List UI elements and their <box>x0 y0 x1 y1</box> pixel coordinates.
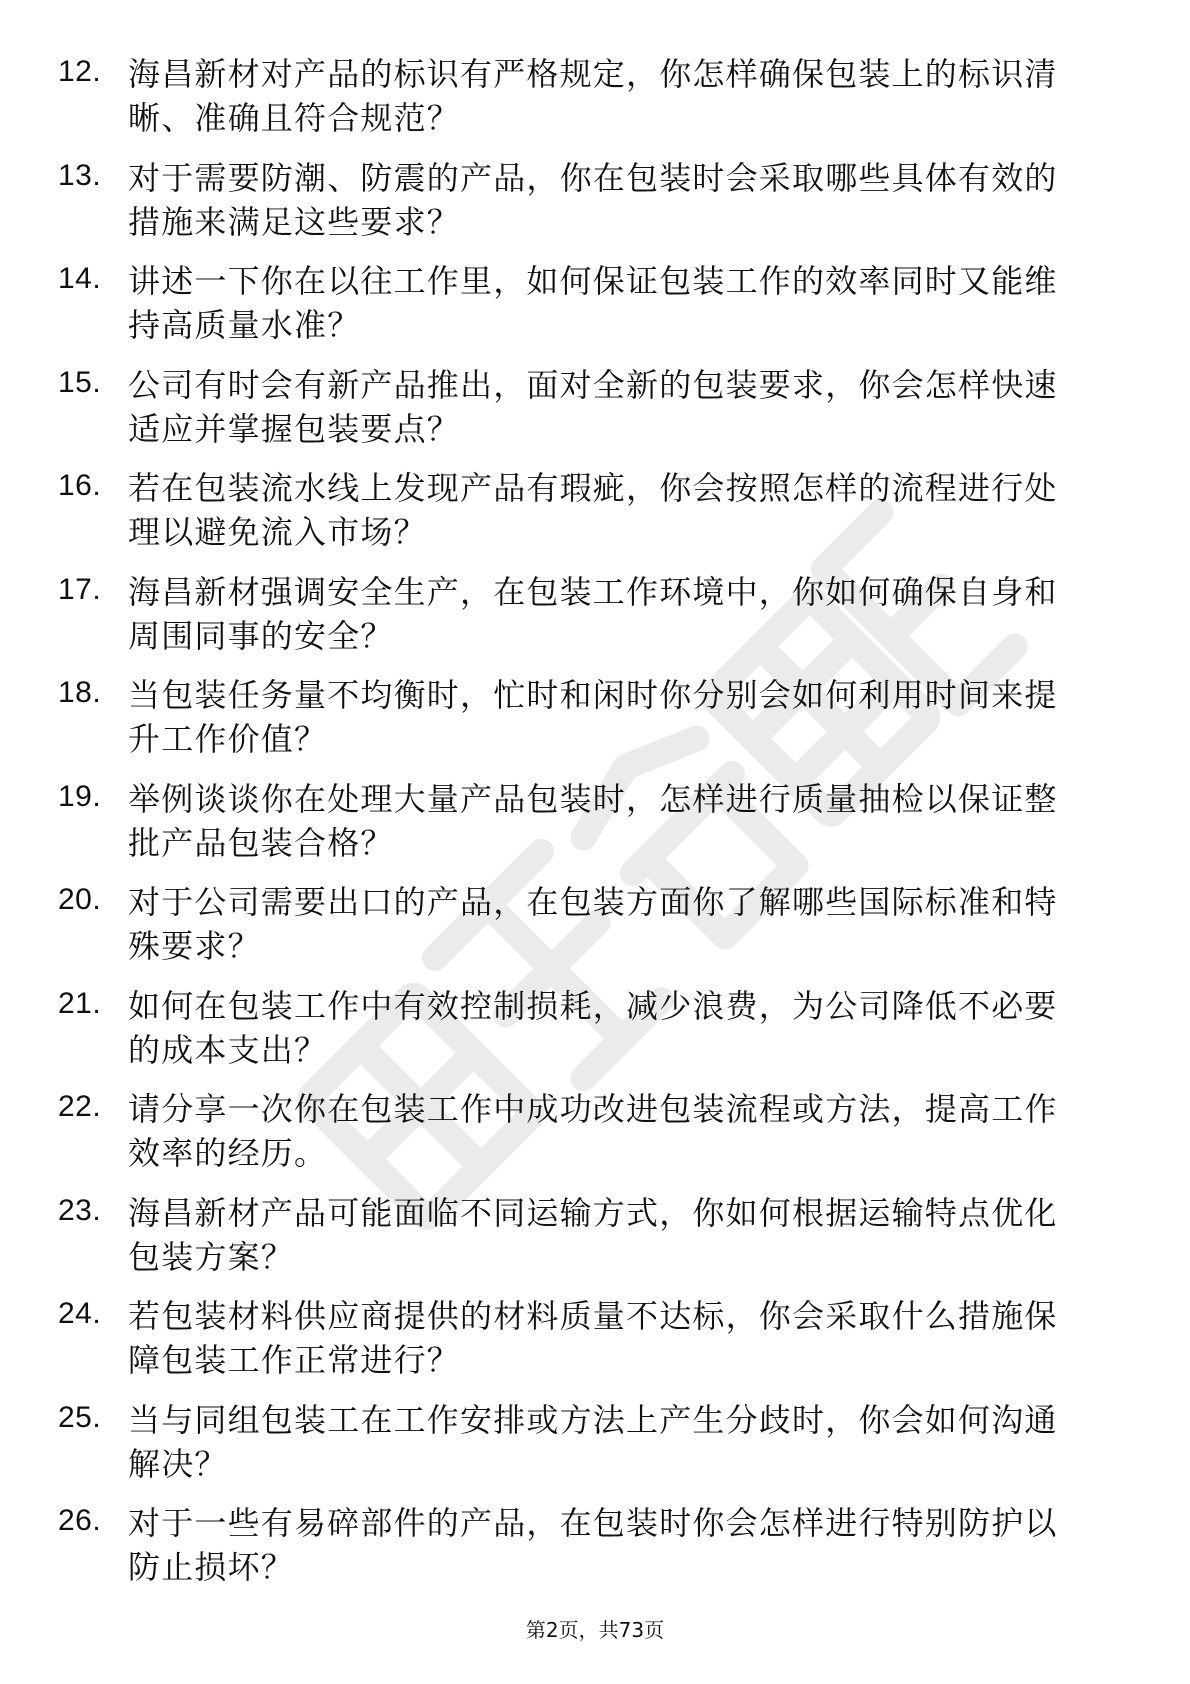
question-text: 对于需要防潮、防震的产品，你在包装时会采取哪些具体有效的 措施来满足这些要求？ <box>128 158 1058 241</box>
question-text: 若包装材料供应商提供的材料质量不达标，你会采取什么措施保 障包装工作正常进行？ <box>128 1297 1058 1379</box>
question-text: 举例谈谈你在处理大量产品包装时，怎样进行质量抽检以保证整 批产品包装合格？ <box>128 779 1058 862</box>
question-text: 当包装任务量不均衡时，忙时和闲时你分别会如何利用时间来提 升工作价值？ <box>128 676 1058 758</box>
question-item <box>0 570 1190 674</box>
question-item <box>0 1191 1190 1295</box>
question-item <box>0 363 1190 467</box>
question-text: 海昌新材对产品的标识有严格规定，你怎样确保包装上的标识清 晰、准确且符合规范？ <box>128 55 1058 137</box>
question-item <box>0 777 1190 881</box>
question-number: 23. <box>58 1193 102 1227</box>
question-item <box>0 1087 1190 1191</box>
question-item <box>0 259 1190 363</box>
question-item <box>0 984 1190 1088</box>
question-item <box>0 673 1190 777</box>
question-item <box>0 1501 1190 1605</box>
question-number: 12. <box>58 55 102 88</box>
page-indicator: 第2页，共73页 <box>525 1618 665 1642</box>
question-number: 24. <box>58 1297 102 1330</box>
question-item <box>0 156 1190 260</box>
question-item <box>0 1398 1190 1502</box>
question-text: 海昌新材产品可能面临不同运输方式，你如何根据运输特点优化 包装方案？ <box>128 1193 1058 1276</box>
question-text: 公司有时会有新产品推出，面对全新的包装要求，你会怎样快速 适应并掌握包装要点？ <box>128 365 1058 448</box>
question-text: 对于公司需要出口的产品，在包装方面你了解哪些国际标准和特 殊要求？ <box>128 883 1058 965</box>
question-number: 26. <box>58 1504 102 1537</box>
question-text: 海昌新材强调安全生产，在包装工作环境中，你如何确保自身和 周围同事的安全？ <box>128 572 1058 655</box>
question-number: 19. <box>58 779 102 813</box>
question-number: 22. <box>58 1090 102 1123</box>
question-text: 若在包装流水线上发现产品有瑕疵，你会按照怎样的流程进行处 理以避免流入市场？ <box>128 469 1058 551</box>
page-footer <box>0 1617 1190 1643</box>
question-text: 请分享一次你在包装工作中成功改进包装流程或方法，提高工作 效率的经历。 <box>128 1090 1058 1172</box>
question-number: 18. <box>58 676 102 709</box>
question-number: 14. <box>58 262 102 295</box>
question-item <box>0 466 1190 570</box>
question-item <box>0 52 1190 156</box>
question-text: 当与同组包装工在工作安排或方法上产生分歧时，你会如何沟通 解决？ <box>128 1400 1058 1483</box>
question-number: 13. <box>58 158 102 192</box>
question-list <box>0 52 1190 1605</box>
question-text: 如何在包装工作中有效控制损耗，减少浪费，为公司降低不必要 的成本支出？ <box>128 986 1058 1069</box>
question-number: 21. <box>58 986 102 1020</box>
question-number: 25. <box>58 1400 102 1434</box>
question-number: 17. <box>58 572 102 606</box>
question-number: 20. <box>58 883 102 916</box>
question-item <box>0 880 1190 984</box>
question-item <box>0 1294 1190 1398</box>
question-text: 对于一些有易碎部件的产品，在包装时你会怎样进行特别防护以 防止损坏？ <box>128 1504 1058 1586</box>
question-text: 讲述一下你在以往工作里，如何保证包装工作的效率同时又能维 持高质量水准？ <box>128 262 1058 344</box>
question-number: 15. <box>58 365 102 399</box>
question-number: 16. <box>58 469 102 502</box>
